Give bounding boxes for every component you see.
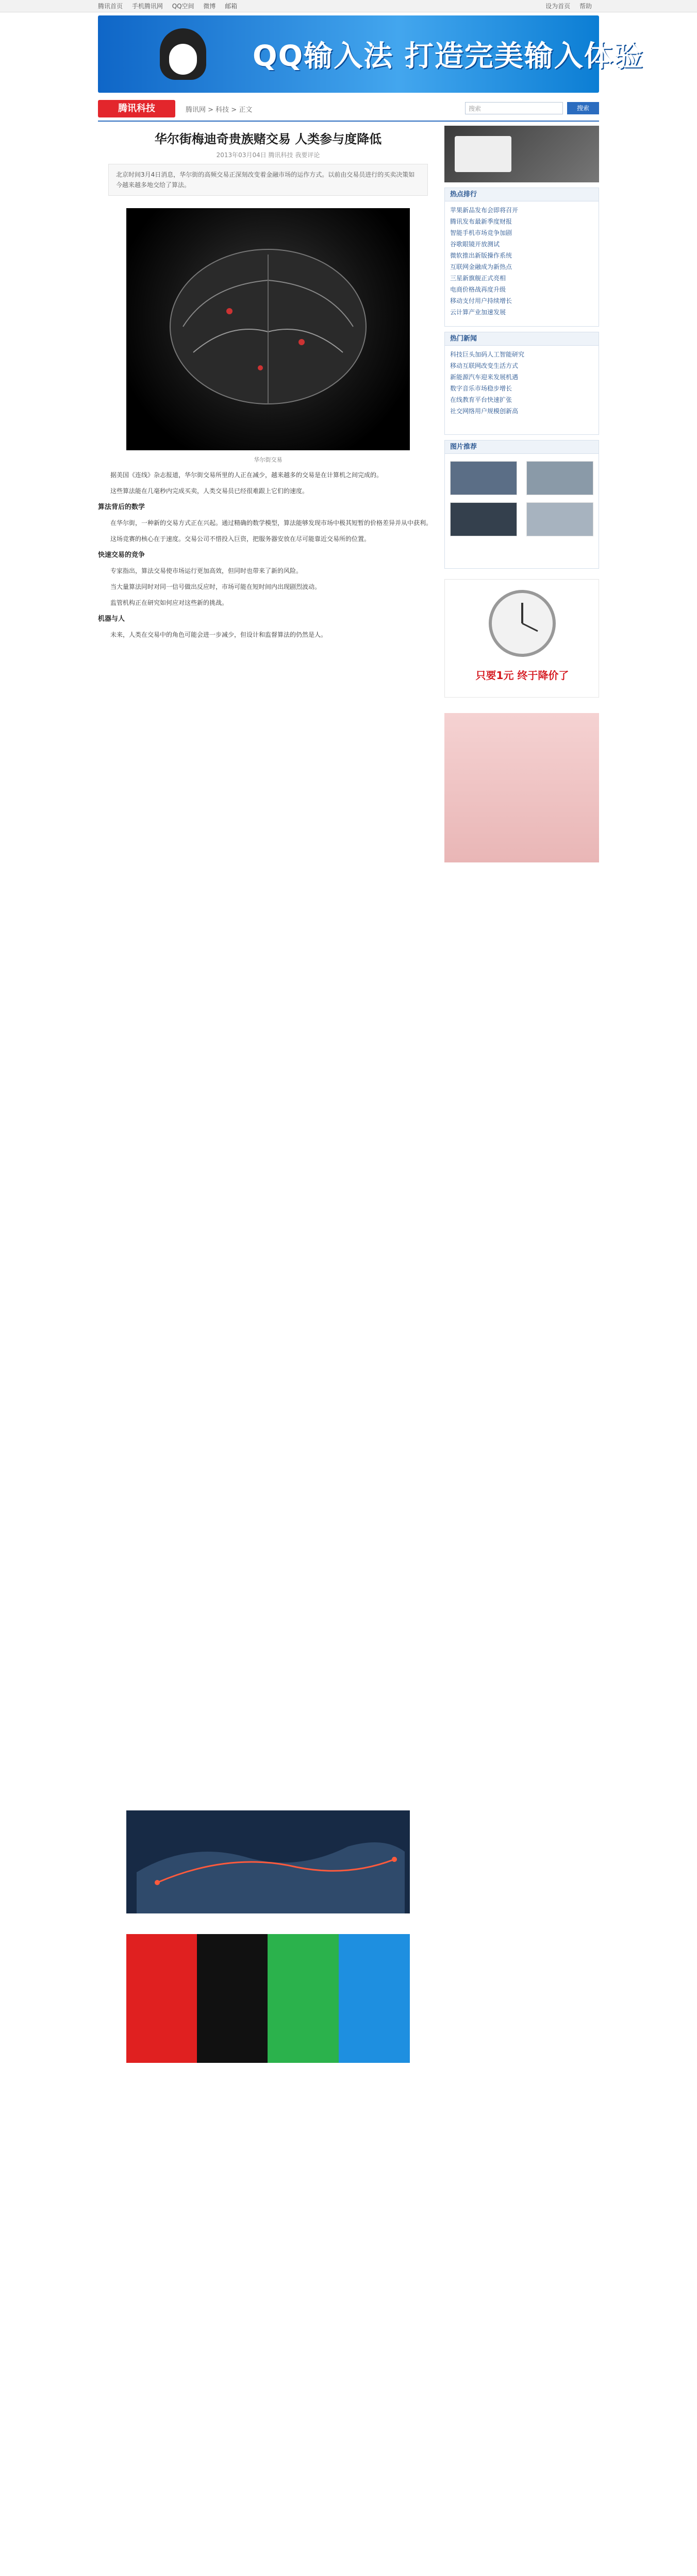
help-link[interactable]: 帮助 [579, 3, 592, 10]
breadcrumb[interactable]: 腾讯网 > 科技 > 正文 [186, 106, 253, 114]
section-heading: 算法背后的数学 [98, 503, 145, 511]
article-title: 华尔街梅迪奇贵族赌交易 人类参与度降低 [154, 132, 382, 146]
brain-illustration-icon [126, 208, 410, 450]
banner-title: QQ输入法 打造完美输入体验 [253, 40, 644, 73]
paragraph: 这场竞赛的核心在于速度。交易公司不惜投入巨资，把服务器安放在尽可能靠近交易所的位置。 [110, 535, 371, 543]
hot-item[interactable]: 移动支付用户持续增长 [450, 297, 512, 304]
hot-list [444, 188, 599, 327]
thumb-image[interactable] [450, 461, 517, 495]
watch-icon [445, 585, 600, 662]
top-bar-inner [98, 0, 599, 12]
search-button[interactable]: 搜索 [567, 102, 599, 114]
news-list [444, 332, 599, 435]
paragraph: 监管机构正在研究如何应对这些新的挑战。 [110, 599, 228, 606]
picture-recommend-heading: 图片推荐 [445, 440, 599, 454]
article-image-map [126, 1810, 410, 1913]
paragraph: 这些算法能在几毫秒内完成买卖，人类交易员已经很难跟上它们的速度。 [110, 487, 309, 495]
ad-image-icon [455, 136, 511, 172]
site-logo[interactable]: 腾讯科技 [98, 100, 175, 117]
top-link-mail[interactable]: 邮箱 [225, 3, 238, 10]
section-heading: 机器与人 [98, 615, 125, 623]
news-item[interactable]: 移动互联网改变生活方式 [450, 362, 519, 369]
hot-item[interactable]: 腾讯发布最新季度财报 [450, 218, 512, 225]
world-map-icon [126, 1810, 410, 1913]
paragraph: 专家指出，算法交易使市场运行更加高效，但同时也带来了新的风险。 [110, 567, 303, 574]
hot-item[interactable]: 电商价格战再度升级 [450, 286, 506, 293]
article-meta: 2013年03月04日 腾讯科技 我要评论 [216, 151, 320, 159]
article-image-colors [126, 1934, 410, 2063]
hot-item[interactable]: 苹果新品发布会即将召开 [450, 207, 519, 214]
top-link-home[interactable]: 腾讯首页 [98, 3, 123, 10]
news-item[interactable]: 科技巨头加码人工智能研究 [450, 351, 525, 358]
news-item[interactable]: 在线教育平台快速扩张 [450, 396, 512, 403]
header [98, 97, 599, 122]
news-list-heading: 热门新闻 [445, 332, 599, 346]
hot-item[interactable]: 云计算产业加速发展 [450, 309, 506, 316]
picture-recommend [444, 440, 599, 569]
hot-item[interactable]: 微软推出新版操作系统 [450, 252, 512, 259]
hot-item[interactable]: 智能手机市场竞争加剧 [450, 229, 512, 236]
penguin-mascot-icon [160, 28, 206, 80]
sidebar-ad-google[interactable] [444, 126, 599, 182]
news-item[interactable]: 新能源汽车迎来发展机遇 [450, 374, 519, 381]
paragraph: 未来，人类在交易中的角色可能会进一步减少，但设计和监督算法的仍然是人。 [110, 631, 327, 638]
top-bar-right [545, 0, 599, 12]
image-caption-1: 华尔街交易 [254, 456, 283, 463]
article [98, 126, 438, 2576]
sidebar-ad-watch[interactable] [444, 579, 599, 698]
sidebar-ad-fashion[interactable] [444, 713, 599, 862]
paragraph: 在华尔街，一种新的交易方式正在兴起。通过精确的数学模型，算法能够发现市场中极其短暂的价格差异并从中获利。 [110, 519, 433, 527]
color-panel-red [126, 1934, 197, 2063]
top-link-mobile[interactable]: 手机腾讯网 [131, 3, 163, 10]
article-summary: 北京时间3月4日消息，华尔街的高频交易正深刻改变着金融市场的运作方式。以前由交易员进行的买卖决策如今越来越多地交给了算法。 [108, 164, 428, 196]
news-item[interactable]: 数字音乐市场稳步增长 [450, 385, 512, 392]
color-panel-green [268, 1934, 339, 2063]
hot-item[interactable]: 互联网金融成为新热点 [450, 263, 512, 270]
hot-item[interactable]: 三星新旗舰正式亮相 [450, 275, 506, 282]
ad-watch-text: 只要1元 终于降价了 [475, 669, 569, 682]
paragraph: 据美国《连线》杂志报道，华尔街交易所里的人正在减少，越来越多的交易是在计算机之间完成的。 [110, 471, 383, 479]
thumb-image[interactable] [526, 461, 593, 495]
color-panel-black [197, 1934, 268, 2063]
top-bar [0, 0, 697, 12]
top-link-qzone[interactable]: QQ空间 [172, 3, 194, 10]
article-image-brain [126, 208, 410, 450]
thumb-image[interactable] [526, 502, 593, 536]
color-panel-blue [339, 1934, 410, 2063]
top-link-weibo[interactable]: 微博 [203, 3, 216, 10]
article-body-1 [98, 470, 438, 646]
thumb-image[interactable] [450, 502, 517, 536]
hot-item[interactable]: 谷歌眼镜开放测试 [450, 241, 500, 248]
hot-list-heading: 热点排行 [445, 188, 599, 201]
search-input[interactable]: 搜索 [465, 102, 563, 114]
news-item[interactable]: 社交网络用户规模创新高 [450, 408, 519, 415]
section-heading: 快速交易的竞争 [98, 551, 145, 559]
banner-ad[interactable] [98, 15, 644, 93]
set-home-link[interactable]: 设为首页 [545, 3, 571, 10]
paragraph: 当大量算法同时对同一信号做出反应时，市场可能在短时间内出现剧烈波动。 [110, 583, 321, 590]
